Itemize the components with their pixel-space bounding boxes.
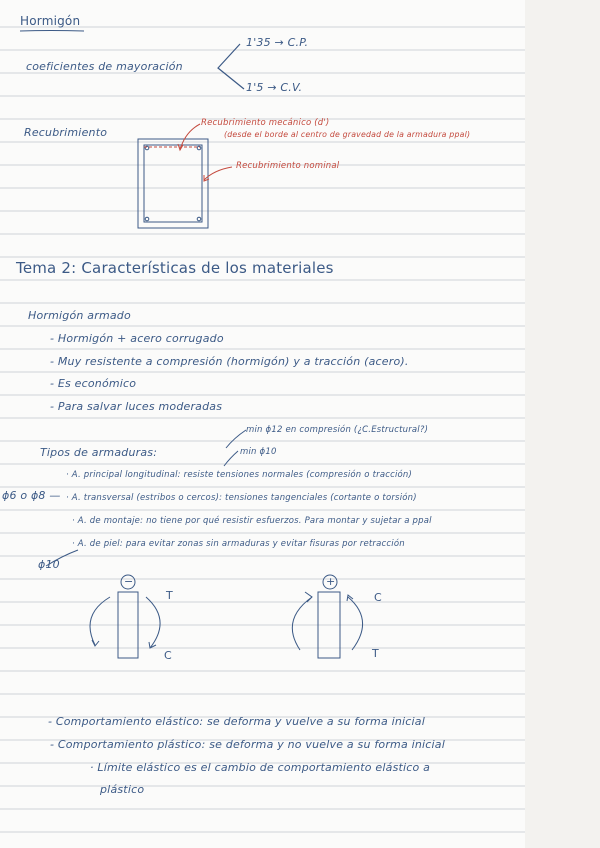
coef-brace [218, 44, 244, 89]
heading-underline [20, 31, 84, 32]
coef-cp: 1'35 → C.P. [246, 36, 309, 49]
right-top-label: C [374, 591, 382, 604]
bullet-2: - Muy resistente a compresión (hormigón) y a tracción (acero). [50, 355, 409, 368]
rec-mecanico: Recubrimiento mecánico (d') [201, 118, 330, 128]
bullet-1: - Hormigón + acero corrugado [50, 332, 224, 345]
left-sign: − [124, 575, 134, 588]
right-bottom-label: T [372, 647, 379, 660]
comportamiento-plastico: - Comportamiento plástico: se deforma y no vuelve a su forma inicial [50, 738, 445, 751]
left-top-label: T [166, 589, 173, 602]
limite-line-2: plástico [100, 783, 145, 796]
tipos-label: Tipos de armaduras: [40, 446, 158, 459]
rec-mecanico-arrow [180, 124, 200, 150]
section-diagram [138, 139, 208, 228]
armadura-principal: · A. principal longitudinal: resiste tensiones normales (compresión o tracción) [66, 470, 413, 480]
comportamiento-elastico: - Comportamiento elástico: se deforma y vuelve a su forma inicial [48, 715, 425, 728]
coef-label: coeficientes de mayoración [26, 60, 183, 73]
left-bottom-label: C [164, 649, 172, 662]
heading-hormigon: Hormigón [20, 14, 81, 28]
armadura-piel: · A. de piel: para evitar zonas sin armaduras y evitar fisuras por retracción [72, 539, 405, 549]
hormigon-armado: Hormigón armado [28, 309, 131, 322]
recubrimiento-label: Recubrimiento [24, 126, 108, 139]
bullet-3: - Es económico [50, 377, 137, 390]
right-sign: + [326, 575, 336, 588]
armadura-montaje: · A. de montaje: no tiene por qué resistir esfuerzos. Para montar y sujetar a ppal [72, 516, 432, 526]
rec-mecanico-desc: (desde el borde al centro de gravedad de la armadura ppal) [224, 130, 471, 139]
coef-cv: 1'5 → C.V. [246, 81, 303, 94]
rec-nominal: Recubrimiento nominal [236, 161, 340, 171]
left-phi-note: ϕ6 o ϕ8 — [2, 489, 61, 502]
phi10-bottom: ϕ10 [38, 558, 60, 571]
bullet-4: - Para salvar luces moderadas [50, 400, 223, 413]
armadura-transversal: · A. transversal (estribos o cercos): tensiones tangenciales (cortante o torsión) [66, 493, 417, 503]
min10-note: min ϕ10 [240, 447, 277, 457]
tema-title: Tema 2: Características de los materiales [16, 259, 334, 277]
min12-note: min ϕ12 en compresión (¿C.Estructural?) [246, 425, 429, 435]
min10-arrow [224, 451, 238, 466]
limite-line-1: · Límite elástico es el cambio de comportamiento elástico a [90, 761, 431, 774]
